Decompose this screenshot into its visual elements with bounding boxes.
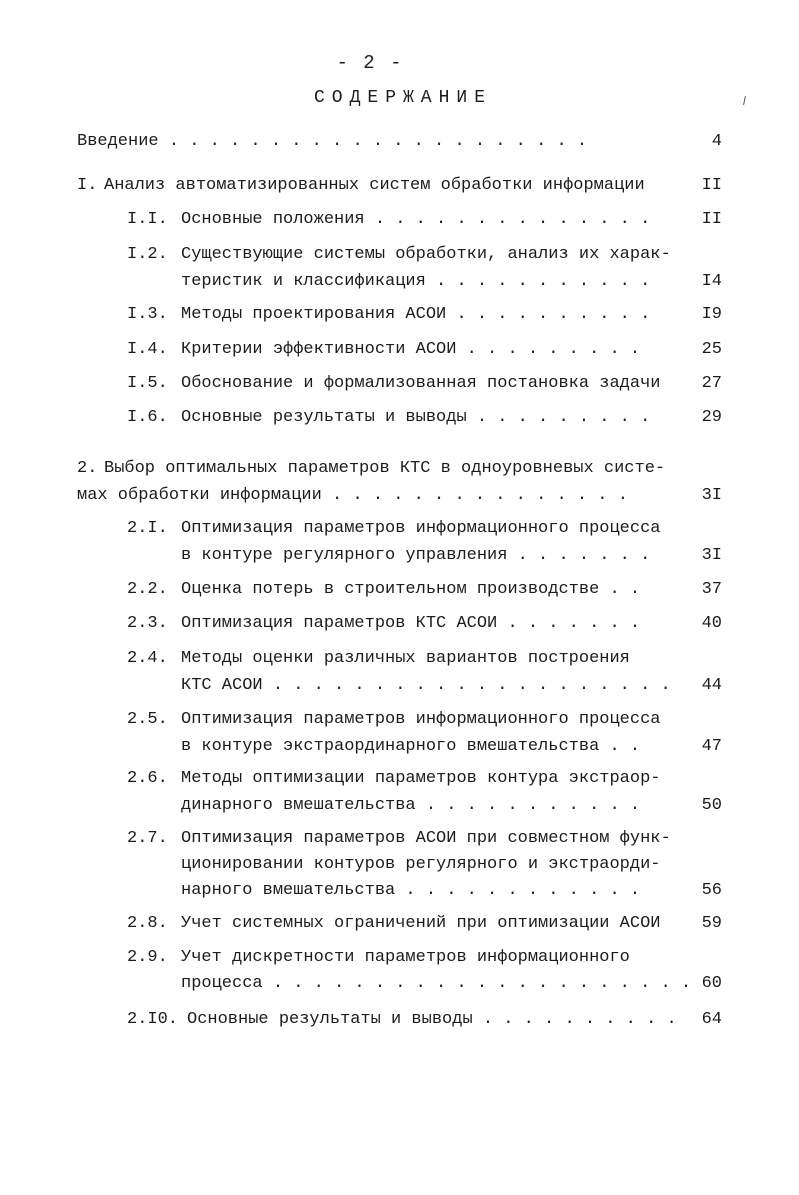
toc-s2-10-page: 64: [701, 1010, 722, 1029]
page-title: СОДЕРЖАНИЕ: [313, 88, 493, 108]
toc-s2-7-title-line3: нарного вмешательства . . . . . . . . . . . .: [181, 881, 641, 900]
toc-s2-5-title-line1: Оптимизация параметров информационного процесса: [181, 710, 661, 729]
toc-s2-6-page: 50: [701, 796, 722, 815]
toc-s2-8-number: 2.8.: [127, 914, 168, 933]
toc-s2-5-page: 47: [701, 737, 722, 756]
toc-s1-4-page: 25: [701, 340, 722, 359]
toc-s2-6-number: 2.6.: [127, 769, 168, 788]
toc-s2-1-title-line1: Оптимизация параметров информационного процесса: [181, 519, 661, 538]
toc-s2-3-page: 40: [701, 614, 722, 633]
toc-s2-9-title-line2: процесса . . . . . . . . . . . . . . . . . . . . .: [181, 974, 692, 993]
toc-s2-8-title: Учет системных ограничений при оптимизации АСОИ: [181, 914, 661, 933]
toc-s1-2-title-line1: Существующие системы обработки, анализ их харак-: [181, 245, 671, 264]
toc-s1-1-title: Основные положения . . . . . . . . . . . . . .: [181, 210, 651, 229]
toc-s2-4-title-line1: Методы оценки различных вариантов построения: [181, 649, 630, 668]
toc-s2-5-number: 2.5.: [127, 710, 168, 729]
toc-s2-3-title: Оптимизация параметров КТС АСОИ . . . . . . .: [181, 614, 641, 633]
toc-s2-1-page: 3I: [701, 546, 722, 565]
toc-s1-5-title: Обоснование и формализованная постановка задачи: [181, 374, 661, 393]
toc-s2-8-page: 59: [701, 914, 722, 933]
toc-s2-4-number: 2.4.: [127, 649, 168, 668]
toc-s2-6-title-line1: Методы оптимизации параметров контура экстраор-: [181, 769, 661, 788]
toc-s2-10-number: 2.I0.: [127, 1010, 179, 1029]
toc-s1-2-number: I.2.: [127, 245, 168, 264]
toc-s2-4-title-line2: КТС АСОИ . . . . . . . . . . . . . . . . . . . .: [181, 676, 671, 695]
toc-ch1-page: II: [701, 176, 722, 195]
toc-intro-page: 4: [711, 132, 722, 151]
toc-s2-1-number: 2.I.: [127, 519, 168, 538]
toc-s2-2-number: 2.2.: [127, 580, 168, 599]
toc-s1-6-number: I.6.: [127, 408, 168, 427]
toc-s2-2-title: Оценка потерь в строительном производстве . .: [181, 580, 641, 599]
toc-ch2-title-line1: Выбор оптимальных параметров КТС в одноуровневых систе-: [104, 459, 666, 478]
toc-ch2-number: 2.: [77, 459, 98, 478]
toc-s1-3-page: I9: [701, 305, 722, 324]
toc-ch1-title: Анализ автоматизированных систем обработки информации: [104, 176, 645, 195]
toc-s1-6-page: 29: [701, 408, 722, 427]
toc-s2-3-number: 2.3.: [127, 614, 168, 633]
toc-s1-5-number: I.5.: [127, 374, 168, 393]
toc-s1-5-page: 27: [701, 374, 722, 393]
toc-s2-1-title-line2: в контуре регулярного управления . . . . . . .: [181, 546, 651, 565]
toc-s2-5-title-line2: в контуре экстраординарного вмешательства . .: [181, 737, 641, 756]
toc-s2-7-number: 2.7.: [127, 829, 168, 848]
toc-s2-7-page: 56: [701, 881, 722, 900]
toc-s1-2-page: I4: [701, 272, 722, 291]
toc-ch1-number: I.: [77, 176, 98, 195]
toc-s1-3-number: I.3.: [127, 305, 168, 324]
toc-ch2-page: 3I: [701, 486, 722, 505]
toc-s2-6-title-line2: динарного вмешательства . . . . . . . . . . .: [181, 796, 641, 815]
toc-intro-title: Введение . . . . . . . . . . . . . . . . . . . . .: [77, 132, 588, 151]
toc-s2-7-title-line2: ционировании контуров регулярного и экстраорди-: [181, 855, 661, 874]
toc-s2-9-title-line1: Учет дискретности параметров информационного: [181, 948, 630, 967]
toc-s2-4-page: 44: [701, 676, 722, 695]
toc-s1-4-number: I.4.: [127, 340, 168, 359]
toc-s1-4-title: Критерии эффективности АСОИ . . . . . . . . .: [181, 340, 641, 359]
page-number: - 2 -: [336, 52, 404, 74]
toc-s1-6-title: Основные результаты и выводы . . . . . . . . .: [181, 408, 651, 427]
toc-s2-7-title-line1: Оптимизация параметров АСОИ при совместном функ-: [181, 829, 671, 848]
toc-s1-2-title-line2: теристик и классификация . . . . . . . . . . .: [181, 272, 651, 291]
toc-s2-9-number: 2.9.: [127, 948, 168, 967]
toc-s1-1-page: II: [701, 210, 722, 229]
toc-s1-3-title: Методы проектирования АСОИ . . . . . . . . . .: [181, 305, 651, 324]
toc-ch2-title-line2: мах обработки информации . . . . . . . . . . . . . . .: [77, 486, 628, 505]
toc-s1-1-number: I.I.: [127, 210, 168, 229]
toc-s2-10-title: Основные результаты и выводы . . . . . . . . . .: [187, 1010, 677, 1029]
toc-s2-9-page: 60: [701, 974, 722, 993]
toc-s2-2-page: 37: [701, 580, 722, 599]
